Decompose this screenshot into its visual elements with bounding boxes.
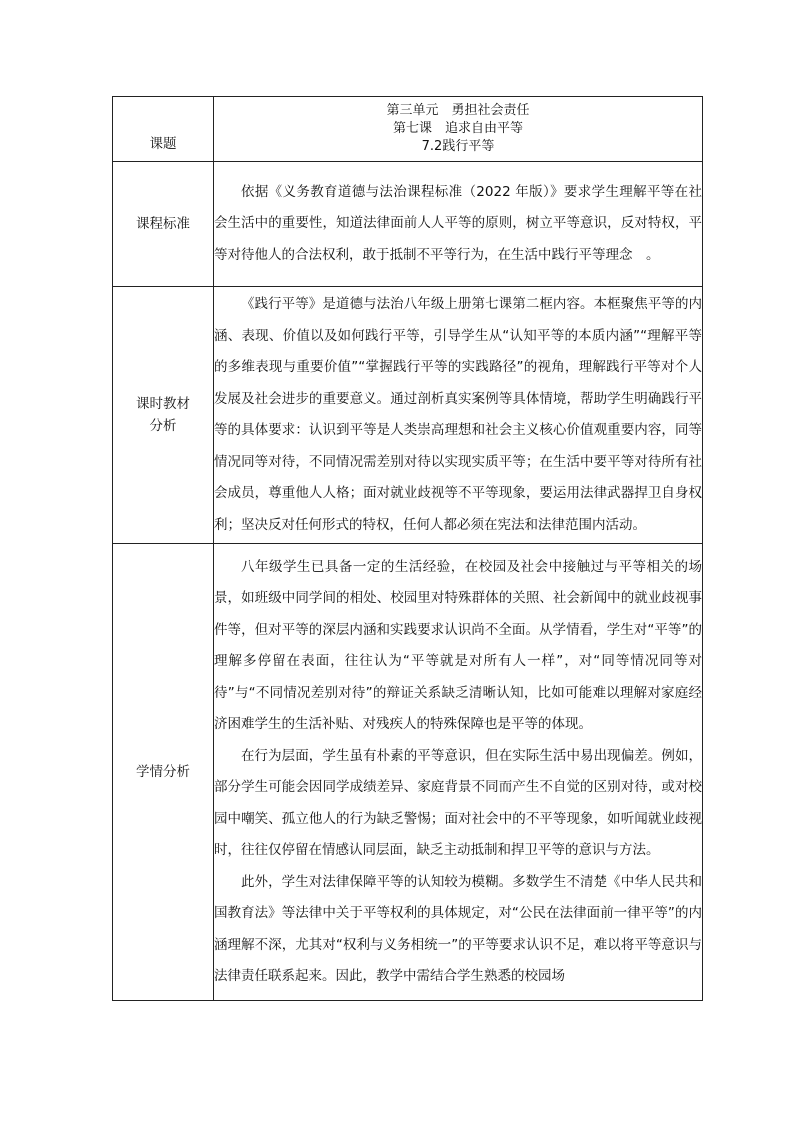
section-title: 7.2践行平等	[421, 139, 495, 154]
material-label	[113, 287, 214, 544]
title-label-text: 课题	[149, 136, 177, 152]
standard-label	[113, 162, 214, 287]
analysis-row	[113, 544, 703, 1001]
standard-row	[113, 162, 703, 287]
analysis-label-text: 学情分析	[136, 764, 190, 780]
standard-content	[214, 162, 703, 287]
analysis-content	[214, 544, 703, 1001]
standard-paragraph: 依据《义务教育道德与法治课程标准（2022 年版）》要求学生理解平等在社会生活中的重要性，知道法律面前人人平等的原则，树立平等意识，反对特权，平等对待他人的合法权利，敢于抵制不平等行为，在生活中践行平等理念 。	[214, 183, 702, 263]
lesson-plan-table	[112, 96, 703, 1001]
title-label	[113, 97, 214, 162]
analysis-paragraph-3: 此外，学生对法律保障平等的认知较为模糊。多数学生不清楚《中华人民共和国教育法》等法律中关于平等权利的具体规定，对“公民在法律面前一律平等”的内涵理解不深，尤其对“权利与义务相统一”的平等要求认识不足，难以将平等意识与法律责任联系起来。因此，教学中需结合学生熟悉的校园场	[214, 873, 702, 984]
material-row	[113, 287, 703, 544]
material-label-line2: 分析	[149, 418, 177, 434]
material-label-line1: 课时教材	[136, 396, 190, 412]
analysis-label	[113, 544, 214, 1001]
lesson-title: 第七课 追求自由平等	[392, 121, 523, 136]
material-content	[214, 287, 703, 544]
unit-title: 第三单元 勇担社会责任	[386, 103, 530, 118]
title-row	[113, 97, 703, 162]
title-content	[214, 97, 703, 162]
material-paragraph: 《践行平等》是道德与法治八年级上册第七课第二框内容。本框聚焦平等的内涵、表现、价值以及如何践行平等，引导学生从“认知平等的本质内涵”“理解平等的多维表现与重要价值”“掌握践行平等的实践路径”的视角，理解践行平等对个人发展及社会进步的重要意义。通过剖析真实案例等具体情境，帮助学生明确践行平等的具体要求：认识到平等是人类崇高理想和社会主义核心价值观重要内容，同等情况同等对待，不同情况需差别对待以实现实质平等；在生活中要平等对待所有社会成员，尊重他人人格；面对就业歧视等不平等现象，要运用法律武器捍卫自身权利；坚决反对任何形式的特权，任何人都必须在宪法和法律范围内活动。	[214, 296, 702, 533]
analysis-paragraph-1: 八年级学生已具备一定的生活经验，在校园及社会中接触过与平等相关的场景，如班级中同学间的相处、校园里对特殊群体的关照、社会新闻中的就业歧视事件等，但对平等的深层内涵和实践要求认识尚不全面。从学情看，学生对“平等”的理解多停留在表面，往往认为“平等就是对所有人一样”，对“同等情况同等对待”与“不同情况差别对待”的辩证关系缺乏清晰认知，比如可能难以理解对家庭经济困难学生的生活补贴、对残疾人的特殊保障也是平等的体现。	[214, 558, 702, 732]
standard-label-text: 课程标准	[136, 216, 190, 232]
analysis-paragraph-2: 在行为层面，学生虽有朴素的平等意识，但在实际生活中易出现偏差。例如，部分学生可能会因同学成绩差异、家庭背景不同而产生不自觉的区别对待，或对校园中嘲笑、孤立他人的行为缺乏警惕；面对社会中的不平等现象，如听闻就业歧视时，往往仅停留在情感认同层面，缺乏主动抵制和捍卫平等的意识与方法。	[214, 747, 702, 858]
